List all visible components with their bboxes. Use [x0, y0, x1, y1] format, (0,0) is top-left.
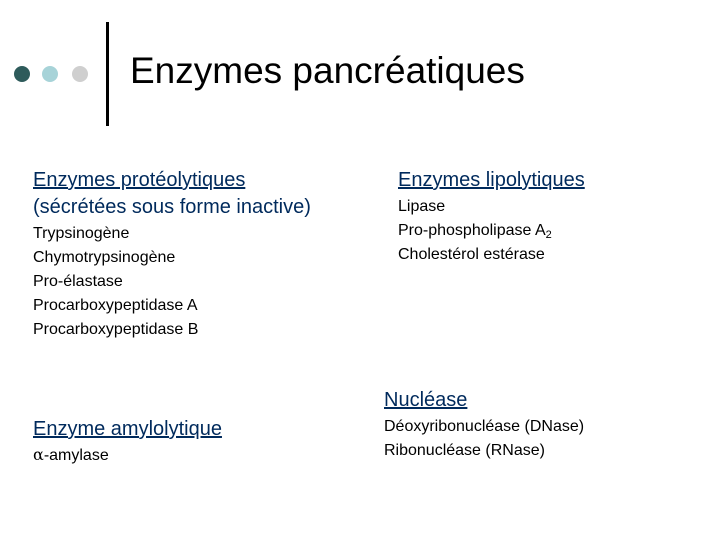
list-item: Déoxyribonucléase (DNase) — [384, 418, 585, 435]
bullet-dot-teal — [42, 66, 58, 82]
list-item-text: -amylase — [43, 447, 109, 464]
list-item: Trypsinogène — [33, 225, 130, 242]
list-item: Procarboxypeptidase A — [33, 297, 198, 314]
list-item — [33, 445, 109, 466]
proteolytic-heading: Enzymes protéolytiques — [33, 169, 246, 191]
page-title: Enzymes pancréatiques — [130, 50, 525, 91]
list-item: Cholestérol estérase — [398, 246, 545, 263]
lipolytic-heading: Enzymes lipolytiques — [398, 169, 585, 191]
nuclease-heading: Nucléase — [384, 389, 468, 411]
amylolytic-heading: Enzyme amylolytique — [33, 418, 222, 440]
list-item: Lipase — [398, 198, 446, 215]
proteolytic-subheading: (sécrétées sous forme inactive) — [33, 196, 311, 218]
list-item — [398, 221, 552, 245]
list-item: Procarboxypeptidase B — [33, 321, 199, 338]
list-item: Chymotrypsinogène — [33, 249, 176, 266]
bullet-dot-grey — [72, 66, 88, 82]
greek-alpha: α — [33, 445, 44, 464]
list-item-text: Pro-phospholipase A — [398, 222, 546, 239]
list-item: Ribonucléase (RNase) — [384, 442, 545, 459]
list-item: Pro-élastase — [33, 273, 123, 290]
subscript: 2 — [545, 229, 552, 241]
bullet-dot-dark — [14, 66, 30, 82]
title-divider — [106, 22, 109, 126]
